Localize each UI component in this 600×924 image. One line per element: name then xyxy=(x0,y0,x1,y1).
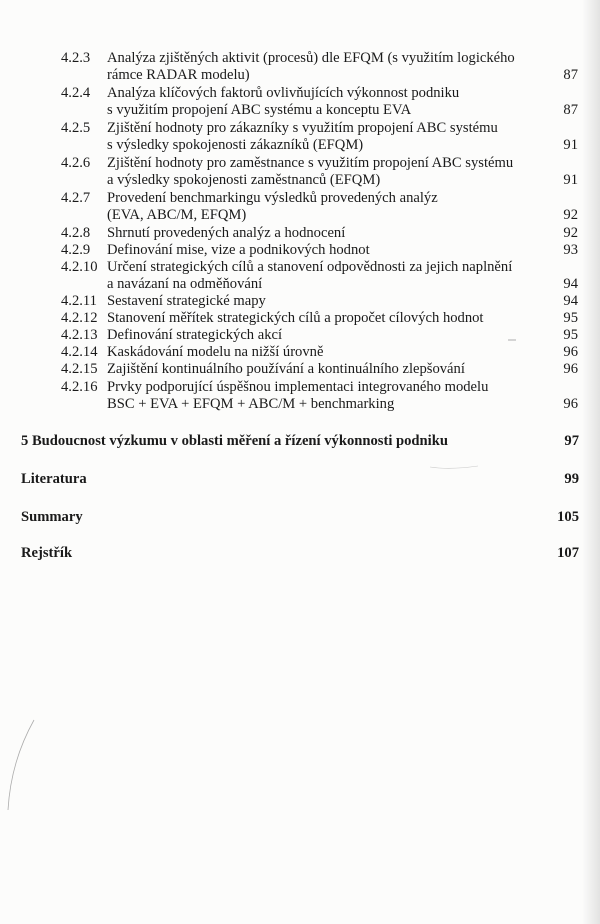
entry-page-number: 91 xyxy=(563,137,578,153)
chapter-page-number: 105 xyxy=(557,509,579,525)
chapter-page-number: 99 xyxy=(564,471,579,487)
entry-number: 4.2.14 xyxy=(61,344,98,360)
entry-number: 4.2.16 xyxy=(61,379,98,395)
entry-number: 4.2.12 xyxy=(61,310,98,326)
chapter-title: Summary xyxy=(21,509,83,525)
entry-title: Definování mise, vize a podnikových hodnot xyxy=(107,242,370,258)
entry-page-number: 95 xyxy=(563,310,578,326)
entry-title: Shrnutí provedených analýz a hodnocení xyxy=(107,225,346,241)
entry-page-number: 96 xyxy=(563,344,578,360)
entry-page-number: 96 xyxy=(563,361,578,377)
entry-title: Určení strategických cílů a stanovení odpovědnosti za jejich naplnění a navázaní na odměňování xyxy=(107,259,513,292)
chapter-page-number: 107 xyxy=(557,545,579,561)
entry-page-number: 95 xyxy=(563,327,578,343)
entry-number: 4.2.6 xyxy=(61,155,91,171)
entry-number: 4.2.7 xyxy=(61,190,91,206)
entry-title: Sestavení strategické mapy xyxy=(107,293,266,309)
entry-number: 4.2.5 xyxy=(61,120,91,136)
entry-title: Definování strategických akcí xyxy=(107,327,283,343)
entry-title: Analýza zjištěných aktivit (procesů) dle EFQM (s využitím logického rámce RADAR modelu) xyxy=(107,50,515,83)
entry-title: Zajištění kontinuálního používání a kontinuálního zlepšování xyxy=(107,361,465,377)
entry-number: 4.2.4 xyxy=(61,85,91,101)
entry-title: Kaskádování modelu na nižší úrovně xyxy=(107,344,324,360)
entry-page-number: 87 xyxy=(563,102,578,118)
entry-page-number: 91 xyxy=(563,172,578,188)
entry-page-number: 94 xyxy=(563,276,578,292)
entry-page-number: 92 xyxy=(563,225,578,241)
entry-number: 4.2.13 xyxy=(61,327,98,343)
chapter-title: 5 Budoucnost výzkumu v oblasti měření a řízení výkonnosti podniku xyxy=(21,433,448,449)
entry-title: Prvky podporující úspěšnou implementaci integrovaného modelu BSC + EVA + EFQM + ABC/M + benchmarking xyxy=(107,379,489,412)
entry-title: Zjištění hodnoty pro zákazníky s využitím propojení ABC systému s výsledky spokojenosti zákazníků (EFQM) xyxy=(107,120,498,153)
entry-title: Zjištění hodnoty pro zaměstnance s využitím propojení ABC systému a výsledky spokojenosti zaměstnanců (EFQM) xyxy=(107,155,514,188)
chapter-page-number: 97 xyxy=(564,433,579,449)
entry-number: 4.2.15 xyxy=(61,361,98,377)
entry-number: 4.2.10 xyxy=(61,259,98,275)
entry-number: 4.2.8 xyxy=(61,225,91,241)
entry-page-number: 94 xyxy=(563,293,578,309)
entry-number: 4.2.9 xyxy=(61,242,91,258)
entry-title: Stanovení měřítek strategických cílů a propočet cílových hodnot xyxy=(107,310,484,326)
chapter-title: Rejstřík xyxy=(21,545,73,561)
entry-page-number: 92 xyxy=(563,207,578,223)
entry-number: 4.2.11 xyxy=(61,293,97,309)
entry-title: Analýza klíčových faktorů ovlivňujících výkonnost podniku s využitím propojení ABC systému a konceptu EVA xyxy=(107,85,460,118)
entry-title: Provedení benchmarkingu výsledků provedených analýz (EVA, ABC/M, EFQM) xyxy=(107,190,438,223)
entry-page-number: 93 xyxy=(563,242,578,258)
entry-page-number: 87 xyxy=(563,67,578,83)
entry-page-number: 96 xyxy=(563,396,578,412)
chapter-title: Literatura xyxy=(21,471,87,487)
entry-number: 4.2.3 xyxy=(61,50,91,66)
